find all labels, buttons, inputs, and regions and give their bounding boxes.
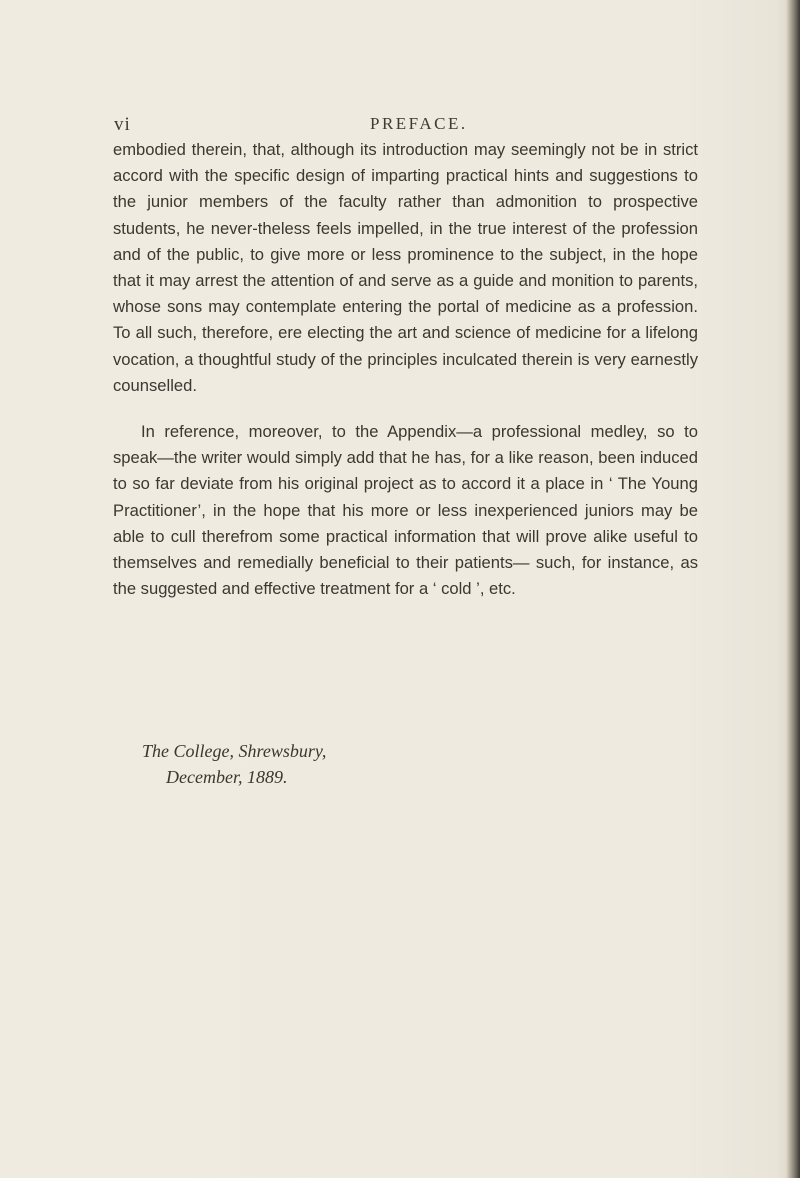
page-number: vi — [114, 114, 131, 135]
page-edge-shadow — [786, 0, 800, 1178]
body-text — [113, 137, 698, 602]
running-title: PREFACE. — [370, 114, 468, 133]
signoff-date: December, 1889. — [166, 767, 288, 787]
signoff — [142, 738, 642, 790]
signoff-place: The College, Shrewsbury, — [142, 741, 327, 761]
paragraph-continued: embodied therein, that, although its introduction may seemingly not be in strict accord with the specific design of imparting practical hints and suggestions to the junior members of the faculty rather than admonition to prospective students, he never-theless feels impelled, in the true interest of the profession and of the public, to give more or less prominence to the subject, in the hope that it may arrest the attention of and serve as a guide and monition to parents, whose sons may contemplate entering the portal of medicine as a profession. To all such, therefore, ere electing the art and science of medicine for a lifelong vocation, a thoughtful study of the principles inculcated therein is very earnestly counselled. — [113, 140, 698, 395]
paragraph-appendix: In reference, moreover, to the Appendix—a professional medley, so to speak—the writer would simply add that he has, for a like reason, been induced to so far deviate from his original project as to accord it a place in ‘ The Young Practitioner’, in the hope that his more or less inexperienced juniors may be able to cull therefrom some practical information that will prove alike useful to themselves and remedially beneficial to their patients— such, for instance, as the suggested and effective treatment for a ‘ cold ’, etc. — [113, 422, 698, 599]
